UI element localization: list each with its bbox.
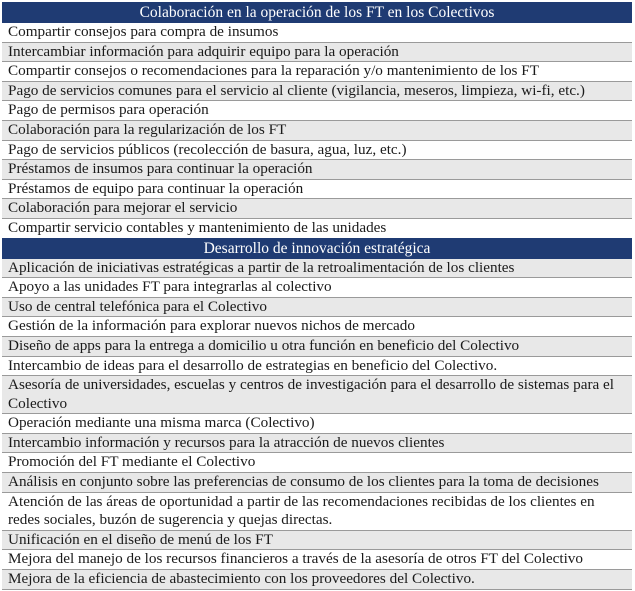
table-row: Aplicación de iniciativas estratégicas a partir de la retroalimentación de los clientes bbox=[2, 259, 632, 279]
table-row: Análisis en conjunto sobre las preferencias de consumo de los clientes para la toma de decisiones bbox=[2, 473, 632, 493]
section-rows-innovation bbox=[2, 259, 632, 589]
table-row: Diseño de apps para la entrega a domicilio u otra función en beneficio del Colectivo bbox=[2, 337, 632, 357]
table-row: Colaboración para la regularización de los FT bbox=[2, 121, 632, 141]
table-row: Asesoría de universidades, escuelas y centros de investigación para el desarrollo de sistemas para el Colectivo bbox=[2, 376, 632, 414]
table-row: Compartir servicio contables y mantenimiento de las unidades bbox=[8, 218, 387, 236]
table-row: Compartir consejos o recomendaciones para la reparación y/o mantenimiento de los FT bbox=[2, 62, 632, 82]
table-row: Préstamos de insumos para continuar la operación bbox=[2, 160, 632, 180]
section-header-innovation: Desarrollo de innovación estratégica bbox=[2, 238, 632, 259]
practices-table bbox=[2, 2, 632, 590]
table-row: Pago de servicios públicos (recolección de basura, agua, luz, etc.) bbox=[2, 141, 632, 161]
table-row: Unificación en el diseño de menú de los FT bbox=[2, 531, 632, 551]
section-header-collaboration: Colaboración en la operación de los FT en los Colectivos bbox=[2, 2, 632, 23]
table-row: Apoyo a las unidades FT para integrarlas al colectivo bbox=[2, 278, 632, 298]
table-row: Intercambio información y recursos para la atracción de nuevos clientes bbox=[2, 434, 632, 454]
table-row: Mejora del manejo de los recursos financieros a través de la asesoría de otros FT del Colectivo bbox=[2, 550, 632, 570]
table-row: Mejora de la eficiencia de abastecimiento con los proveedores del Colectivo. bbox=[2, 570, 632, 589]
table-row: Uso de central telefónica para el Colectivo bbox=[2, 298, 632, 318]
table-row: Operación mediante una misma marca (Colectivo) bbox=[2, 414, 632, 434]
table-row: Intercambio de ideas para el desarrollo de estrategias en beneficio del Colectivo. bbox=[2, 357, 632, 377]
table-row: Atención de las áreas de oportunidad a partir de las recomendaciones recibidas de los clientes en redes sociales, buzón de sugerencia y quejas directas. bbox=[2, 493, 632, 531]
section-rows-collaboration bbox=[2, 23, 632, 238]
table-row: Compartir consejos para compra de insumos bbox=[2, 23, 632, 43]
table-row: Colaboración para mejorar el servicio bbox=[2, 199, 632, 219]
table-row: Gestión de la información para explorar nuevos nichos de mercado bbox=[2, 317, 632, 337]
table-row: Promoción del FT mediante el Colectivo bbox=[2, 453, 632, 473]
table-row: Intercambiar información para adquirir equipo para la operación bbox=[2, 43, 632, 63]
table-row: Préstamos de equipo para continuar la operación bbox=[2, 180, 632, 200]
table-row: Pago de servicios comunes para el servicio al cliente (vigilancia, meseros, limpieza, wi-fi, etc.) bbox=[2, 82, 632, 102]
table-row: Pago de permisos para operación bbox=[2, 101, 632, 121]
